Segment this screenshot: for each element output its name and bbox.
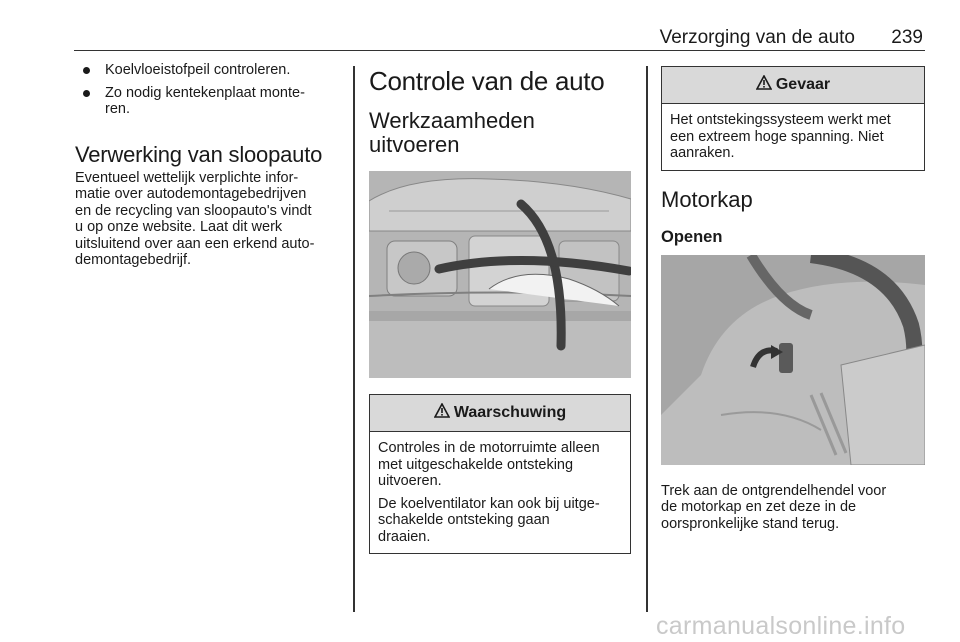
danger-body	[662, 104, 924, 170]
warning-triangle-icon	[756, 75, 772, 95]
warning-triangle-icon	[434, 403, 450, 423]
hood-release-illustration	[661, 255, 925, 465]
list-item	[75, 85, 345, 118]
warning-box	[369, 394, 631, 554]
page-number: 239	[891, 27, 923, 48]
column-right	[661, 62, 925, 532]
list-item-text: Zo nodig kentekenplaat monte- ren.	[105, 84, 305, 117]
danger-box	[661, 66, 925, 171]
page-header	[74, 27, 925, 51]
list-item-text: Koelvloeistofpeil controleren.	[105, 62, 291, 78]
danger-paragraph: Het ontstekingssysteem werkt met een extreem hoge spanning. Niet aanraken.	[670, 112, 891, 161]
danger-header	[662, 67, 924, 104]
page-section-title: Controle van de auto	[369, 66, 605, 96]
section-title: Motorkap	[661, 186, 753, 212]
warning-paragraph: Controles in de motorruimte alleen met uitgeschakelde ontsteking uitvoeren.	[378, 440, 600, 489]
section-title: Verwerking van sloopauto	[75, 141, 323, 167]
engine-bay-illustration	[369, 171, 631, 378]
warning-label: Waarschuwing	[453, 404, 567, 421]
warning-header	[370, 395, 630, 432]
subsection-title: Openen	[661, 227, 723, 246]
danger-label: Gevaar	[775, 76, 831, 93]
bullet-icon	[83, 67, 90, 74]
list-item	[75, 62, 345, 79]
header-title: Verzorging van de auto	[659, 27, 855, 48]
column-divider-1	[353, 66, 355, 612]
bullet-icon	[83, 90, 90, 97]
engine-bay-drawing	[369, 171, 631, 378]
hood-release-drawing	[661, 255, 925, 465]
warning-body	[370, 432, 630, 553]
section-text: Eventueel wettelijk verplichte infor- matie over autodemontagebedrijven en de recycling van sloopauto's vindt u op onze website. Laat dit werk uitsluitend over aan een erkend auto- demontagebedrijf.	[75, 169, 315, 268]
column-divider-2	[646, 66, 648, 612]
column-middle	[369, 62, 631, 554]
column-left	[75, 62, 345, 269]
section-text: Trek aan de ontgrendelhendel voor de motorkap en zet deze in de oorspronkelijke stand terug.	[661, 482, 887, 532]
warning-paragraph: De koelventilator kan ook bij uitge- schakelde ontsteking gaan draaien.	[378, 495, 600, 545]
subsection-title: Werkzaamheden uitvoeren	[369, 108, 535, 157]
watermark: carmanualsonline.info	[656, 612, 906, 640]
bullet-list	[75, 62, 345, 118]
